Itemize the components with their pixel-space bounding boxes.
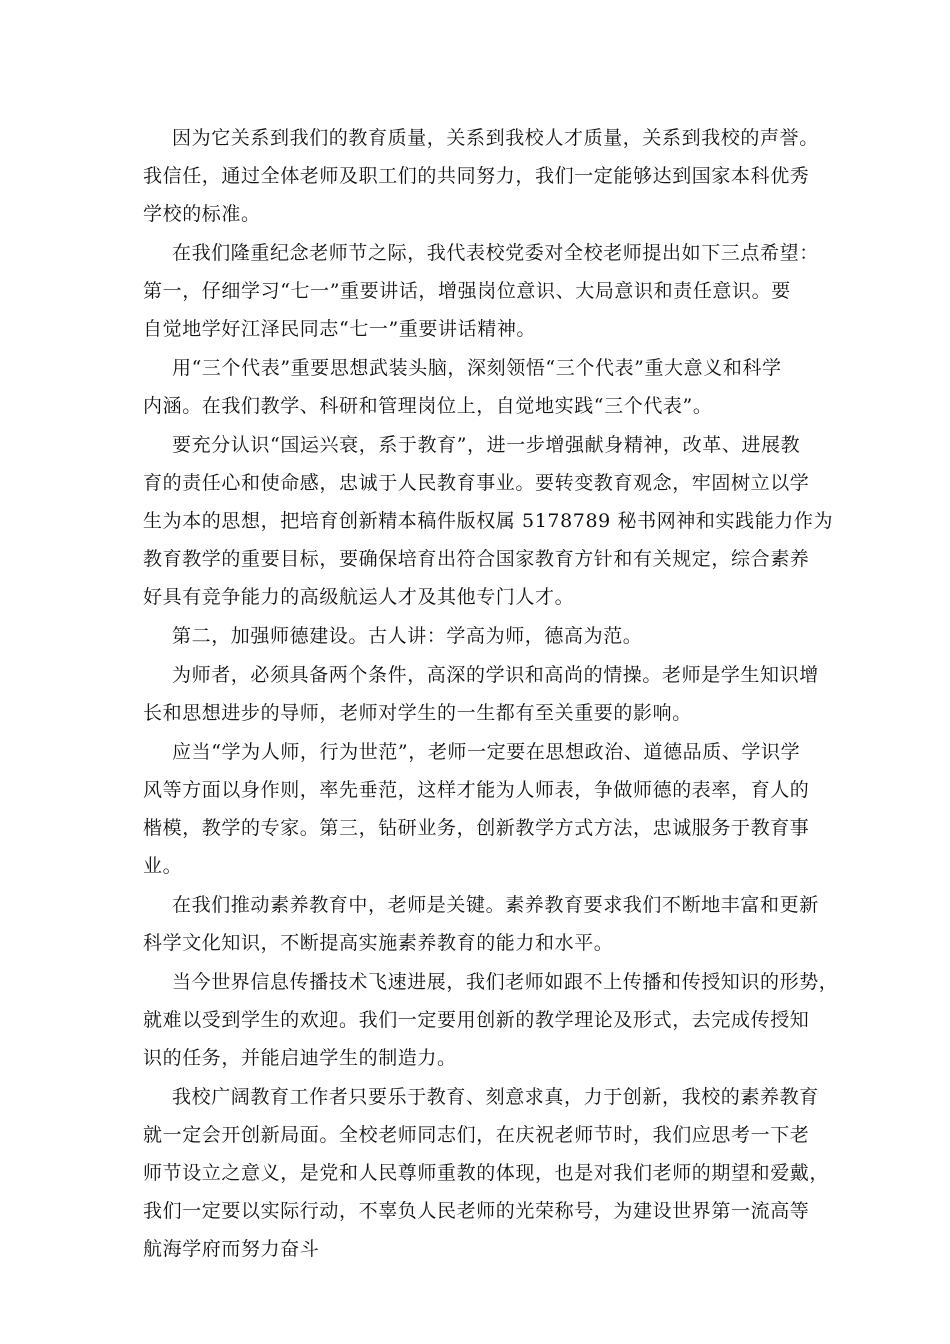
text-line: 育的责任心和使命感，忠诚于人民教育事业。要转变教育观念，牢固树立以学	[143, 472, 810, 494]
paragraph-5	[143, 617, 823, 655]
text-line: 教育教学的重要目标，要确保培育出符合国家教育方针和有关规定，综合素养	[143, 548, 810, 570]
text-line: 我信任，通过全体老师及职工们的共同努力，我们一定能够达到国家本科优秀	[143, 165, 810, 187]
text-line: 楷模，教学的专家。第三，钻研业务，创新教学方式方法，忠诚服务于教育事	[143, 817, 810, 839]
text-line: 就一定会开创新局面。全校老师同志们，在庆祝老师节时，我们应思考一下老	[143, 1124, 810, 1146]
text-line: 识的任务，并能启迪学生的制造力。	[143, 1047, 457, 1069]
text-line: 我们一定要以实际行动，不辜负人民老师的光荣称号，为建设世界第一流高等	[143, 1200, 810, 1222]
paragraph-3	[143, 349, 823, 425]
text-line: 航海学府而努力奋斗	[143, 1238, 320, 1260]
paragraph-4	[143, 426, 834, 616]
text-line: 为师者，必须具备两个条件，高深的学识和高尚的情操。老师是学生知识增	[172, 664, 819, 686]
text-line: 在我们隆重纪念老师节之际，我代表校党委对全校老师提出如下三点希望：	[172, 242, 819, 264]
text-line: 第一，仔细学习“七一”重要讲话，增强岗位意识、大局意识和责任意识。要	[143, 280, 791, 302]
paragraph-2	[143, 234, 823, 348]
text-line: 学校的标准。	[143, 203, 261, 225]
paragraph-10	[143, 1078, 830, 1268]
text-line: 科学文化知识，不断提高实施素养教育的能力和水平。	[143, 932, 614, 954]
text-line: 内涵。在我们教学、科研和管理岗位上，自觉地实践“三个代表”。	[143, 395, 713, 417]
text-line: 我校广阔教育工作者只要乐于教育、刻意求真，力于创新，我校的素养教育	[172, 1086, 819, 1108]
text-line: 业。	[143, 855, 183, 877]
text-line: 好具有竞争能力的高级航运人才及其他专门人才。	[143, 586, 575, 608]
text-line: 应当“学为人师，行为世范”，老师一定要在思想政治、道德品质、学识学	[172, 741, 801, 763]
text-line: 第二，加强师德建设。古人讲：学高为师，德高为范。	[172, 625, 643, 647]
text-line: 长和思想进步的导师，老师对学生的一生都有至关重要的影响。	[143, 702, 692, 724]
text-line: 在我们推动素养教育中，老师是关键。素养教育要求我们不断地丰富和更新	[172, 894, 819, 916]
text-line: 生为本的思想，把培育创新精本稿件版权属 5178789 秘书网神和实践能力作为	[143, 510, 834, 532]
text-line: 因为它关系到我们的教育质量，关系到我校人才质量，关系到我校的声誉。	[172, 127, 819, 149]
text-line: 用“三个代表”重要思想武装头脑，深刻领悟“三个代表”重大意义和科学	[172, 357, 782, 379]
paragraph-7	[143, 733, 823, 885]
text-line: 风等方面以身作则，率先垂范，这样才能为人师表，争做师德的表率，育人的	[143, 779, 810, 801]
text-line: 自觉地学好江泽民同志“七一”重要讲话精神。	[143, 318, 537, 340]
paragraph-8	[143, 886, 823, 962]
text-line: 要充分认识“国运兴衰，系于教育”，进一步增强献身精神，改革、进展教	[172, 434, 801, 456]
text-line: 师节设立之意义，是党和人民尊师重教的体现，也是对我们老师的期望和爱戴，	[143, 1162, 830, 1184]
document-body	[143, 119, 839, 1269]
text-line: 就难以受到学生的欢迎。我们一定要用创新的教学理论及形式，去完成传授知	[143, 1009, 810, 1031]
text-line: 当今世界信息传播技术飞速进展，我们老师如跟不上传播和传授知识的形势，	[172, 971, 839, 993]
paragraph-9	[143, 963, 839, 1077]
paragraph-1	[143, 119, 823, 233]
paragraph-6	[143, 656, 823, 732]
